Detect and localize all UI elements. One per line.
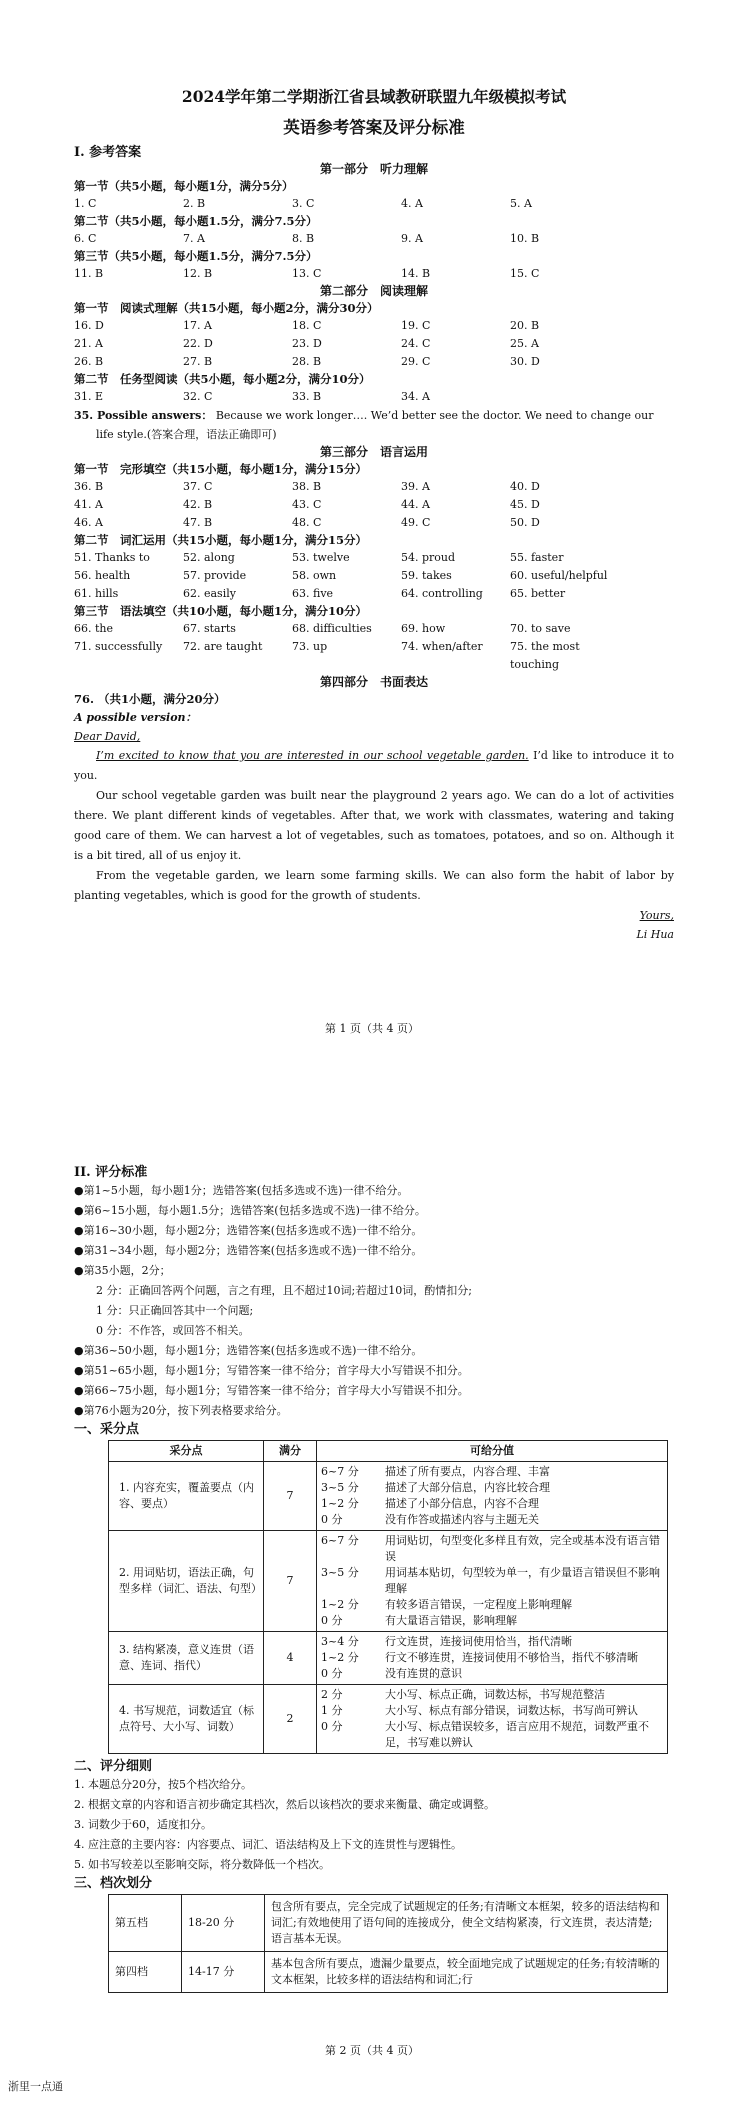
language-s1-title: 第一节 完形填空（共15小题，每小题1分，满分15分） (74, 462, 368, 476)
answer-cell: 66. the (74, 622, 114, 635)
score-level (321, 1597, 663, 1613)
score-level (321, 1634, 663, 1650)
answer-row (74, 478, 674, 496)
answer-cell: 7. A (183, 232, 205, 245)
answer-cell: 34. A (401, 390, 430, 403)
list-item: 0 分：不作答，或回答不相关。 (96, 1324, 250, 1337)
score-levels (317, 1632, 668, 1685)
q35-label: 35. Possible answers： (74, 409, 213, 422)
answer-cell: 1. C (74, 197, 97, 210)
answer-cell: 44. A (401, 498, 430, 511)
list-item: 3. 词数少于60，适度扣分。 (74, 1818, 212, 1831)
answer-row (74, 335, 674, 353)
q35-answer (74, 406, 674, 444)
language-s3-answers (74, 620, 674, 674)
score-level (321, 1464, 663, 1480)
writing-part-title: 第四部分 书面表达 (319, 675, 428, 689)
section1-heading: I. 参考答案 (74, 145, 142, 160)
answer-cell: 52. along (183, 551, 235, 564)
rules-list-2 (74, 1341, 674, 1421)
level-range: 3~5 分 (321, 1566, 359, 1579)
level-description: 用词贴切，句型变化多样且有效，完全或基本没有语言错误 (385, 1534, 660, 1563)
level-description: 大小写、标点有部分错误，词数达标，书写尚可辨认 (385, 1704, 638, 1717)
score-level (321, 1650, 663, 1666)
level-range: 3~4 分 (321, 1635, 359, 1648)
answer-cell: 56. health (74, 569, 131, 582)
answer-cell: 50. D (510, 516, 540, 529)
grade-description: 基本包含所有要点，遗漏少量要点，较全面地完成了试题规定的任务;有较清晰的文本框架，比较多样的语法结构和词汇;行 (265, 1952, 668, 1993)
grade-level: 第五档 (109, 1895, 182, 1952)
letter-paragraph-2: Our school vegetable garden was built near the playground 2 years ago. We can do a lot of activities there. We plant different kinds of vegetables. After that, we work with classmates, watering and taking good care of them. We can harvest a lot of vegetables, such as tomatoes, potatoes, and so on. Although it is a bit tired, all of us enjoy it. (74, 789, 674, 862)
answer-cell: 27. B (183, 355, 213, 368)
answer-row (74, 353, 674, 371)
score-full: 7 (264, 1531, 317, 1632)
language-s3-title: 第三节 语法填空（共10小题，每小题1分，满分10分） (74, 604, 368, 618)
list-item: 1. 本题总分20分，按5个档次给分。 (74, 1778, 252, 1791)
q76-title: 76. （共1小题，满分20分） (74, 692, 226, 706)
answer-row (74, 230, 674, 248)
list-item: ●第31~34小题，每小题2分；选错答案(包括多选或不选)一律不给分。 (74, 1244, 423, 1257)
answer-cell: 48. C (292, 516, 322, 529)
answer-cell: 58. own (292, 569, 337, 582)
answer-cell: 46. A (74, 516, 103, 529)
answer-cell: 42. B (183, 498, 213, 511)
header-point: 采分点 (109, 1441, 264, 1462)
answer-cell: 55. faster (510, 551, 564, 564)
score-full: 4 (264, 1632, 317, 1685)
letter-closing: Yours, (639, 909, 674, 922)
answer-cell: 4. A (401, 197, 423, 210)
letter-greeting: Dear David, (74, 730, 141, 743)
score-level (321, 1512, 663, 1528)
level-range: 0 分 (321, 1667, 343, 1680)
answer-cell: 68. difficulties (292, 622, 372, 635)
answer-cell: 12. B (183, 267, 213, 280)
listening-part-title: 第一部分 听力理解 (319, 162, 428, 176)
page-2 (0, 1130, 744, 2104)
answer-row (74, 567, 674, 585)
answer-cell: 60. useful/helpful (510, 569, 608, 582)
section2-heading: II. 评分标准 (74, 1165, 148, 1180)
score-table-row (109, 1531, 668, 1632)
list-item: ●第16~30小题，每小题2分；选错答案(包括多选或不选)一律不给分。 (74, 1224, 423, 1237)
score-table (108, 1440, 668, 1754)
language-s1-answers (74, 478, 674, 532)
list-item: 5. 如书写较差以至影响交际，将分数降低一个档次。 (74, 1858, 330, 1871)
level-description: 没有连贯的意识 (385, 1667, 462, 1680)
answer-cell: 25. A (510, 337, 539, 350)
reading-s1-title: 第一节 阅读式理解（共15小题，每小题2分，满分30分） (74, 301, 379, 315)
letter-opening-rest: I’d like to introduce it to you. (74, 749, 674, 782)
page-2-number: 第 2 页（共 4 页） (325, 2044, 419, 2057)
level-description: 行文连贯，连接词使用恰当，指代清晰 (385, 1635, 572, 1648)
level-range: 1 分 (321, 1704, 343, 1717)
answer-cell: 65. better (510, 587, 566, 600)
answer-cell: 39. A (401, 480, 430, 493)
answer-cell: 29. C (401, 355, 431, 368)
answer-row (74, 638, 674, 674)
exam-subtitle: 英语参考答案及评分标准 (283, 118, 465, 137)
answer-cell: 18. C (292, 319, 322, 332)
level-range: 0 分 (321, 1513, 343, 1526)
header-levels: 可给分值 (317, 1441, 668, 1462)
page-1-content (74, 86, 674, 944)
listening-s3-title: 第三节（共5小题，每小题1.5分，满分7.5分） (74, 249, 318, 263)
answer-row (74, 388, 674, 406)
answer-cell: 15. C (510, 267, 540, 280)
score-level (321, 1719, 663, 1751)
listening-s2-title: 第二节（共5小题，每小题1.5分，满分7.5分） (74, 214, 318, 228)
score-level (321, 1533, 663, 1565)
level-description: 用词基本贴切，句型较为单一，有少量语言错误但不影响理解 (385, 1566, 660, 1595)
level-range: 1~2 分 (321, 1651, 359, 1664)
footer-brand: 浙里一点通 (8, 2080, 63, 2093)
list-item: 2 分：正确回答两个问题，言之有理，且不超过10词;若超过10词，酌情扣分; (96, 1284, 472, 1297)
answer-row (74, 317, 674, 335)
answer-row (74, 585, 674, 603)
answer-row (74, 549, 674, 567)
answer-cell: 23. D (292, 337, 322, 350)
score-point: 2. 用词贴切，语法正确，句型多样（词汇、语法、句型） (109, 1531, 264, 1632)
answer-cell: 73. up (292, 640, 328, 653)
grade-level: 第四档 (109, 1952, 182, 1993)
score-level (321, 1496, 663, 1512)
letter-signature: Li Hua (636, 928, 674, 941)
answer-cell: 31. E (74, 390, 104, 403)
listening-s3-answers (74, 265, 674, 283)
answer-row (74, 195, 674, 213)
exam-title: 2024学年第二学期浙江省县域教研联盟九年级模拟考试 (181, 87, 567, 106)
score-level (321, 1480, 663, 1496)
score-levels (317, 1462, 668, 1531)
list-item: ●第35小题，2分； (74, 1264, 171, 1277)
score-full: 7 (264, 1462, 317, 1531)
score-point: 1. 内容充实，覆盖要点（内容、要点） (109, 1462, 264, 1531)
answer-cell: 70. to save (510, 622, 571, 635)
answer-cell: 6. C (74, 232, 97, 245)
language-part-title: 第三部分 语言运用 (319, 445, 428, 459)
answer-row (74, 514, 674, 532)
answer-cell: 38. B (292, 480, 322, 493)
score-level (321, 1687, 663, 1703)
score-levels (317, 1531, 668, 1632)
answer-cell: 9. A (401, 232, 423, 245)
answer-cell: 8. B (292, 232, 315, 245)
score-table-header (109, 1441, 668, 1462)
answer-cell: 47. B (183, 516, 213, 529)
answer-cell: 28. B (292, 355, 322, 368)
score-table-row (109, 1632, 668, 1685)
letter-opening-sentence: I’m excited to know that you are interested in our school vegetable garden. (96, 749, 529, 762)
answer-cell: 40. D (510, 480, 540, 493)
header-full: 满分 (264, 1441, 317, 1462)
q35-text: Because we work longer…. We’d better see the doctor. We need to change our life style.(答案合理，语法正确即可) (96, 409, 654, 441)
answer-cell: 16. D (74, 319, 104, 332)
score-point: 3. 结构紧凑，意义连贯（语意、连词、指代） (109, 1632, 264, 1685)
score-point: 4. 书写规范，词数适宜（标点符号、大小写、词数） (109, 1685, 264, 1754)
answer-cell: 26. B (74, 355, 104, 368)
score-levels (317, 1685, 668, 1754)
answer-cell: 37. C (183, 480, 213, 493)
level-description: 大小写、标点错误较多，语言应用不规范，词数严重不足，书写难以辨认 (385, 1720, 649, 1749)
answer-cell: 61. hills (74, 587, 119, 600)
page-2-content (74, 1164, 674, 1993)
answer-cell: 17. A (183, 319, 212, 332)
page-1 (0, 0, 744, 1040)
list-item: ●第6~15小题，每小题1.5分；选错答案(包括多选或不选)一律不给分。 (74, 1204, 426, 1217)
grade-range: 18-20 分 (182, 1895, 265, 1952)
answer-cell: 20. B (510, 319, 540, 332)
grade-description: 包含所有要点，完全完成了试题规定的任务;有清晰文本框架，较多的语法结构和词汇;有效地使用了语句间的连接成分，使全文结构紧凑，行文连贯，表达清楚;语言基本无误。 (265, 1895, 668, 1952)
level-description: 描述了小部分信息，内容不合理 (385, 1497, 539, 1510)
answer-cell: 24. C (401, 337, 431, 350)
list-item: ●第76小题为20分，按下列表格要求给分。 (74, 1404, 288, 1417)
possible-version-label: A possible version： (74, 711, 197, 724)
answer-cell: 21. A (74, 337, 103, 350)
level-range: 2 分 (321, 1688, 343, 1701)
answer-cell: 72. are taught (183, 640, 263, 653)
answer-cell: 53. twelve (292, 551, 350, 564)
list-item: 4. 应注意的主要内容：内容要点、词汇、语法结构及上下文的连贯性与逻辑性。 (74, 1838, 462, 1851)
letter-paragraph-1 (74, 746, 674, 786)
language-s2-title: 第二节 词汇运用（共15小题，每小题1分，满分15分） (74, 533, 368, 547)
level-range: 3~5 分 (321, 1481, 359, 1494)
sub2-heading: 二、评分细则 (74, 1759, 153, 1774)
level-description: 描述了所有要点，内容合理、丰富 (385, 1465, 550, 1478)
letter-paragraph-3: From the vegetable garden, we learn some farming skills. We can also form the habit of labor by planting vegetables, which is good for the growth of students. (74, 869, 674, 902)
level-range: 1~2 分 (321, 1598, 359, 1611)
reading-part-title: 第二部分 阅读理解 (319, 284, 428, 298)
answer-cell: 36. B (74, 480, 104, 493)
score-level (321, 1666, 663, 1682)
reading-s2-answers (74, 388, 674, 406)
answer-cell: 32. C (183, 390, 213, 403)
list-item: ●第36~50小题，每小题1分；选错答案(包括多选或不选)一律不给分。 (74, 1344, 423, 1357)
level-description: 大小写、标点正确，词数达标，书写规范整洁 (385, 1688, 605, 1701)
answer-cell: 71. successfully (74, 640, 163, 653)
answer-cell: 62. easily (183, 587, 236, 600)
grade-table (108, 1894, 668, 1993)
answer-cell: 49. C (401, 516, 431, 529)
answer-cell: 41. A (74, 498, 103, 511)
score-table-row (109, 1685, 668, 1754)
answer-cell: 69. how (401, 622, 446, 635)
reading-s2-title: 第二节 任务型阅读（共5小题，每小题2分，满分10分） (74, 372, 371, 386)
reading-s1-answers (74, 317, 674, 371)
answer-cell: 63. five (292, 587, 334, 600)
grade-table-row (109, 1952, 668, 1993)
answer-cell: 30. D (510, 355, 540, 368)
list-item: 1 分：只正确回答其中一个问题; (96, 1304, 254, 1317)
level-range: 0 分 (321, 1720, 343, 1733)
answer-cell: 54. proud (401, 551, 456, 564)
rules-list-1 (74, 1181, 674, 1281)
answer-cell: 33. B (292, 390, 322, 403)
score-table-row (109, 1462, 668, 1531)
score-full: 2 (264, 1685, 317, 1754)
details-list (74, 1775, 674, 1875)
answer-cell: 11. B (74, 267, 104, 280)
answer-cell: 45. D (510, 498, 540, 511)
level-range: 6~7 分 (321, 1465, 359, 1478)
level-range: 6~7 分 (321, 1534, 359, 1547)
listening-s2-answers (74, 230, 674, 248)
grade-range: 14-17 分 (182, 1952, 265, 1993)
list-item: ●第51~65小题，每小题1分；写错答案一律不给分；首字母大小写错误不扣分。 (74, 1364, 469, 1377)
grade-table-row (109, 1895, 668, 1952)
level-description: 行文不够连贯，连接词使用不够恰当，指代不够清晰 (385, 1651, 638, 1664)
answer-cell (510, 388, 630, 406)
answer-row (74, 620, 674, 638)
answer-cell: 5. A (510, 197, 532, 210)
answer-cell: 59. takes (401, 569, 452, 582)
answer-cell: 14. B (401, 267, 431, 280)
list-item: ●第66~75小题，每小题1分；写错答案一律不给分；首字母大小写错误不扣分。 (74, 1384, 469, 1397)
answer-cell: 51. Thanks to (74, 551, 150, 564)
list-item: 2. 根据文章的内容和语言初步确定其档次，然后以该档次的要求来衡量、确定或调整。 (74, 1798, 495, 1811)
answer-cell: 10. B (510, 232, 540, 245)
level-range: 0 分 (321, 1614, 343, 1627)
score-level (321, 1613, 663, 1629)
answer-cell: 22. D (183, 337, 213, 350)
answer-cell: 13. C (292, 267, 322, 280)
answer-cell: 3. C (292, 197, 315, 210)
list-item: ●第1~5小题，每小题1分；选错答案(包括多选或不选)一律不给分。 (74, 1184, 409, 1197)
page-1-number: 第 1 页（共 4 页） (325, 1022, 419, 1035)
answer-cell: 19. C (401, 319, 431, 332)
level-description: 有较多语言错误，一定程度上影响理解 (385, 1598, 572, 1611)
answer-row (74, 265, 674, 283)
score-level (321, 1565, 663, 1597)
answer-row (74, 496, 674, 514)
answer-cell: 75. the most touching (510, 640, 580, 671)
listening-s1-title: 第一节（共5小题，每小题1分，满分5分） (74, 179, 294, 193)
answer-cell: 2. B (183, 197, 206, 210)
language-s2-answers (74, 549, 674, 603)
level-description: 没有作答或描述内容与主题无关 (385, 1513, 539, 1526)
answer-cell: 64. controlling (401, 587, 483, 600)
answer-cell: 67. starts (183, 622, 236, 635)
answer-cell: 74. when/after (401, 640, 483, 653)
sub3-heading: 三、档次划分 (74, 1876, 153, 1891)
rule35-sub-list (74, 1281, 674, 1341)
answer-cell: 57. provide (183, 569, 247, 582)
answer-cell: 43. C (292, 498, 322, 511)
sub1-heading: 一、采分点 (74, 1422, 140, 1437)
listening-s1-answers (74, 195, 674, 213)
score-level (321, 1703, 663, 1719)
level-description: 有大量语言错误，影响理解 (385, 1614, 517, 1627)
level-description: 描述了大部分信息，内容比较合理 (385, 1481, 550, 1494)
level-range: 1~2 分 (321, 1497, 359, 1510)
